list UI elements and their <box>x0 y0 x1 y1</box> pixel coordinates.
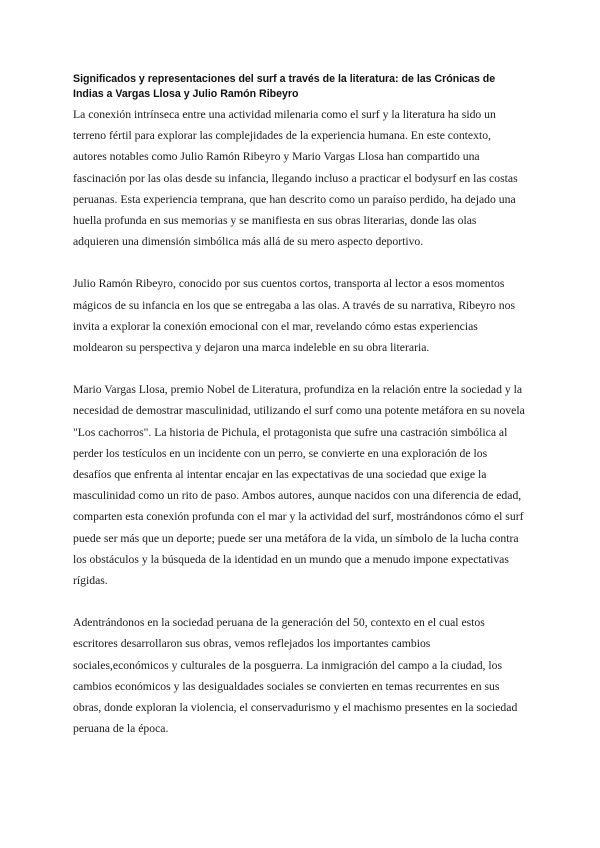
paragraph-intro: La conexión intrínseca entre una actividad milenaria como el surf y la literatura ha sido un terreno fértil para explorar las complejidades de la experiencia humana. En este contexto, autores notables como Julio Ramón Ribeyro y Mario Vargas Llosa han compartido una fascinación por las olas desde su infancia, llegando incluso a practicar el bodysurf en las costas peruanas. Esta experiencia temprana, que han descrito como un paraíso perdido, ha dejado una huella profunda en sus memorias y se manifiesta en sus obras literarias, donde las olas adquieren una dimensión simbólica más allá de su mero aspecto deportivo. <box>73 108 518 249</box>
paragraph-generacion-50: Adentrándonos en la sociedad peruana de la generación del 50, contexto en el cual estos escritores desarrollaron sus obras, vemos reflejados los importantes cambios sociales,económicos y culturales de la posguerra. La inmigración del campo a la ciudad, los cambios económicos y las desigualdades sociales se convierten en temas recurrentes en sus obras, donde exploran la violencia, el conservadurismo y el machismo presentes en la sociedad peruana de la época. <box>73 616 518 736</box>
paragraph-spacer <box>73 358 525 379</box>
paragraph-vargas-llosa: Mario Vargas Llosa, premio Nobel de Literatura, profundiza en la relación entre la sociedad y la necesidad de demostrar masculinidad, utilizando el surf como una potente metáfora en su novela "Los cachorros". La historia de Pichula, el protagonista que sufre una castración simbólica al perder los testículos en un incidente con un perro, se convierte en una exploración de los desafíos que enfrenta al intentar encajar en las expectativas de una sociedad que exige la masculinidad como un rito de paso. Ambos autores, aunque nacidos con una diferencia de edad, comparten esta conexión profunda con el mar y la actividad del surf, mostrándonos cómo el surf puede ser más que un deporte; puede ser una metáfora de la vida, un símbolo de la lucha contra los obstáculos y la búsqueda de la identidad en un mundo que a menudo impone expectativas rígidas. <box>73 383 525 588</box>
document-title: Significados y representaciones del surf a través de la literatura: de las Crónicas de Indias a Vargas Llosa y Julio Ramón Ribeyro <box>73 73 496 100</box>
paragraph-spacer <box>73 591 525 612</box>
document-page <box>73 72 525 739</box>
paragraph-spacer <box>73 252 525 273</box>
paragraph-ribeyro: Julio Ramón Ribeyro, conocido por sus cuentos cortos, transporta al lector a esos momentos mágicos de su infancia en los que se entregaba a las olas. A través de su narrativa, Ribeyro nos invita a explorar la conexión emocional con el mar, revelando cómo estas experiencias moldearon su perspectiva y dejaron una marca indeleble en su obra literaria. <box>73 277 516 355</box>
